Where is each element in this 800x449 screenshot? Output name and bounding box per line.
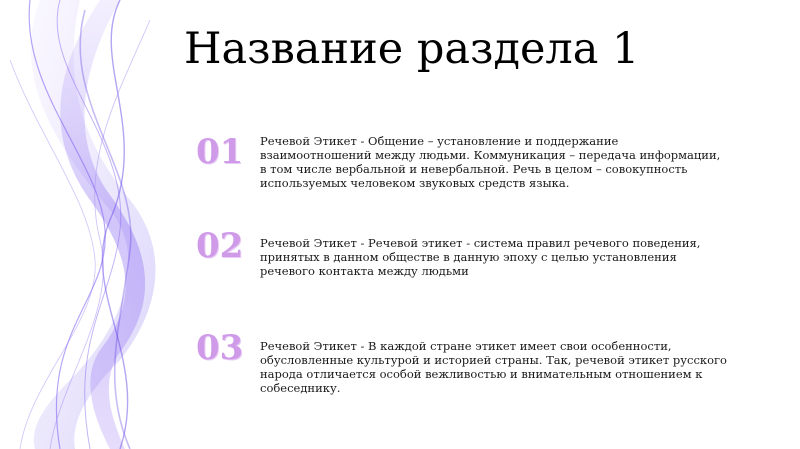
item-text: Речевой Этикет - В каждой стране этикет имеет свои особенности, обусловленные культурой и историей страны. Так, речевой этикет русского народа отличается особой вежливостью и внимательным отношением к собеседнику. <box>260 339 727 395</box>
list-item <box>196 328 756 398</box>
list-item <box>196 226 756 296</box>
item-number: 01 <box>196 132 244 172</box>
item-text: Речевой Этикет - Речевой этикет - система правил речевого поведения, принятых в данном обществе в данную эпоху с целью установления речевого контакта между людьми <box>260 236 701 278</box>
list-item <box>196 132 756 202</box>
item-number: 02 <box>196 226 244 266</box>
item-text: Речевой Этикет - Общение – установление и поддержание взаимоотношений между людьми. Коммуникация – передача информации, в том числе вербальной и невербальной. Речь в целом – совокупность используемых человеком звуковых средств языка. <box>260 134 721 190</box>
item-number: 03 <box>196 328 244 368</box>
decorative-swirl-graphic <box>0 0 200 449</box>
page-title: Название раздела 1 <box>184 24 640 74</box>
